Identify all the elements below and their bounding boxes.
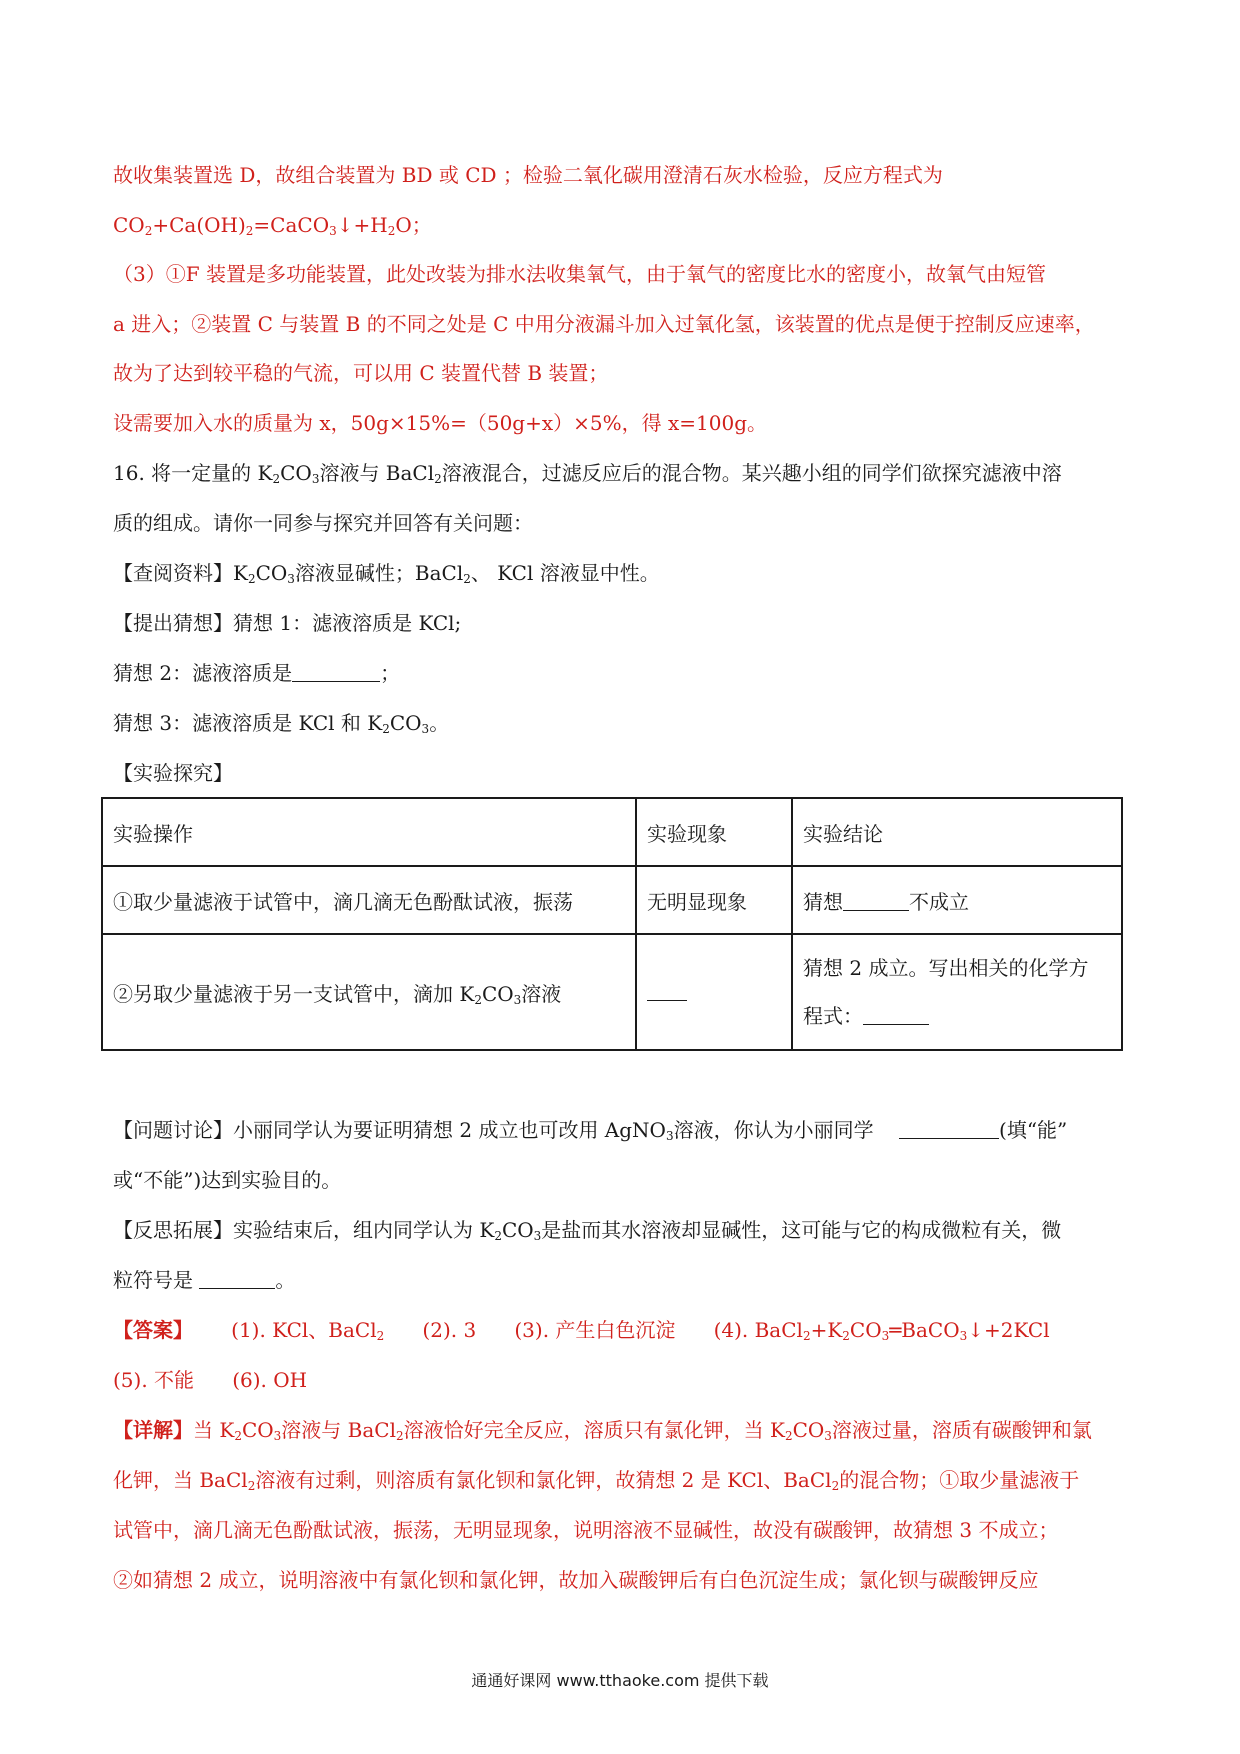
- table-header: 实验现象: [636, 798, 792, 866]
- answer-line-1: 【答案】 (1). KCl、BaCl$_2$ (2). 3 (3). 产生白色沉淀 (4). $BaCl_2+K_2CO_3═BaCO_3↓+2KCl$: [113, 1318, 1050, 1343]
- guess-1: 【提出猜想】猜想 1：滤液溶质是 KCl;: [113, 611, 462, 635]
- guess-2: 猜想 2：滤液溶质是 ；: [113, 661, 401, 685]
- discussion-line-1: 【问题讨论】小丽同学认为要证明猜想 2 成立也可改用 AgNO$_3$溶液，你认为小丽同学 (填“能”: [113, 1118, 1068, 1143]
- answer-blank[interactable]: [292, 661, 380, 682]
- explain-line-2: 化钾，当 BaCl$_2$溶液有过剩，则溶质有氯化钡和氯化钾，故猜想 2 是 KCl、BaCl$_2$的混合物；①取少量滤液于: [113, 1468, 1080, 1493]
- table-cell-operation: ②另取少量滤液于另一支试管中，滴加 $K_2CO_3$溶液: [102, 934, 636, 1050]
- solution-line-1: 故收集装置选 D，故组合装置为 BD 或 CD ；检验二氧化碳用澄清石灰水检验，反应方程式为: [113, 163, 943, 187]
- question-16-line-1: 16. 将一定量的 $K_2CO_3$溶液与 BaCl$_2$溶液混合，过滤反应后的混合物。某兴趣小组的同学们欲探究滤液中溶: [113, 461, 1062, 486]
- reflection-line-2: 粒符号是 。: [113, 1268, 296, 1292]
- table-header: 实验操作: [102, 798, 636, 866]
- solution-line-4: a 进入；②装置 C 与装置 B 的不同之处是 C 中用分液漏斗加入过氧化氢，该装置的优点是便于控制反应速率，: [113, 312, 1095, 336]
- solution-line-5: 故为了达到较平稳的气流，可以用 C 装置代替 B 装置；: [113, 361, 609, 385]
- explain-line-4: ②如猜想 2 成立，说明溶液中有氯化钡和氯化钾，故加入碳酸钾后有白色沉淀生成；氯化钡与碳酸钾反应: [113, 1568, 1039, 1592]
- table-cell-phenomenon: 无明显现象: [636, 866, 792, 934]
- answer-label: 【答案】: [113, 1318, 193, 1342]
- experiment-title: 【实验探究】: [113, 761, 233, 785]
- answer-blank[interactable]: [863, 1004, 929, 1025]
- discussion-line-2: 或“不能”)达到实验目的。: [113, 1168, 342, 1192]
- question-16-line-2: 质的组成。请你一同参与探究并回答有关问题：: [113, 511, 533, 535]
- table-row: [102, 934, 1122, 1050]
- experiment-table: [101, 797, 1123, 1051]
- page-footer: 通通好课网 www.tthaoke.com 提供下载: [471, 1671, 769, 1690]
- solution-line-3: （3）①F 装置是多功能装置，此处改装为排水法收集氧气，由于氧气的密度比水的密度小，故氧气由短管: [113, 262, 1046, 286]
- answer-blank[interactable]: [843, 890, 909, 911]
- table-header: 实验结论: [792, 798, 1122, 866]
- explain-line-3: 试管中，滴几滴无色酚酞试液，振荡，无明显现象，说明溶液不显碱性，故没有碳酸钾，故猜想 3 不成立；: [113, 1518, 1059, 1542]
- solution-line-6: 设需要加入水的质量为 x，50g×15%=（50g+x）×5%，得 x=100g。: [113, 411, 768, 435]
- explain-line-1: 【详解】当 $K_2CO_3$溶液与 BaCl$_2$溶液恰好完全反应，溶质只有氯化钾，当 $K_2CO_3$溶液过量，溶质有碳酸钾和氯: [113, 1418, 1092, 1443]
- solution-line-2: $CO_2+Ca(OH)_2=CaCO_3↓+H_2O$；: [113, 213, 432, 238]
- reference-info: 【查阅资料】$K_2CO_3$溶液显碱性；BaCl$_2$、 KCl 溶液显中性。: [113, 561, 660, 586]
- answer-blank[interactable]: [647, 980, 687, 1001]
- answer-blank[interactable]: [899, 1118, 999, 1139]
- reflection-line-1: 【反思拓展】实验结束后，组内同学认为 $K_2CO_3$是盐而其水溶液却显碱性，这可能与它的构成微粒有关，微: [113, 1218, 1062, 1243]
- table-cell-phenomenon: [636, 934, 792, 1050]
- answer-line-2: (5). 不能 (6). OH: [113, 1368, 308, 1392]
- table-cell-operation: ①取少量滤液于试管中，滴几滴无色酚酞试液，振荡: [102, 866, 636, 934]
- table-row: [102, 866, 1122, 934]
- table-header-row: [102, 798, 1122, 866]
- explain-label: 【详解】: [113, 1418, 193, 1442]
- guess-3: 猜想 3：滤液溶质是 KCl 和 $K_2CO_3$。: [113, 711, 450, 736]
- table-cell-conclusion: 猜想 不成立: [792, 866, 1122, 934]
- answer-blank[interactable]: [199, 1268, 275, 1289]
- table-cell-conclusion: 猜想 2 成立。写出相关的化学方 程式：: [792, 934, 1122, 1050]
